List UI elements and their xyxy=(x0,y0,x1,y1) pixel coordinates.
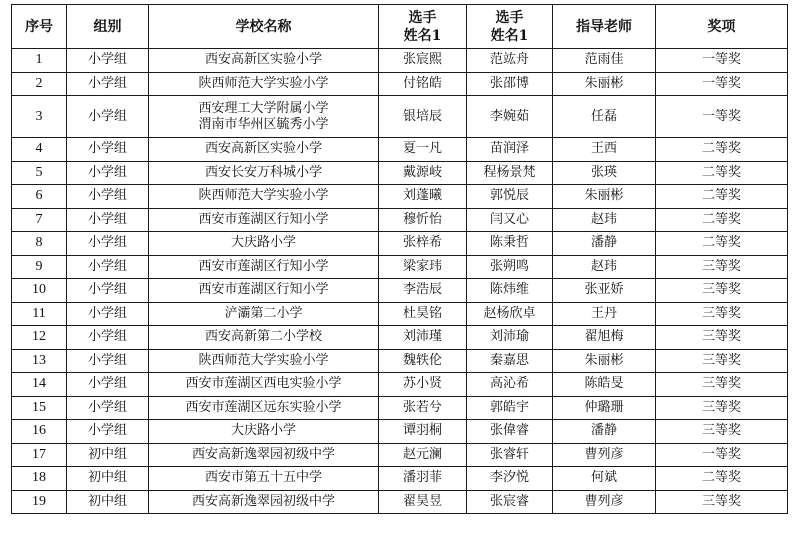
cell-group: 小学组 xyxy=(67,232,149,256)
cell-teacher: 范雨佳 xyxy=(553,49,656,73)
cell-teacher: 任磊 xyxy=(553,96,656,138)
cell-school xyxy=(149,208,379,232)
cell-group: 小学组 xyxy=(67,185,149,209)
table-row xyxy=(12,396,788,420)
header-award: 奖项 xyxy=(656,5,788,49)
cell-player2: 苗润泽 xyxy=(467,138,553,162)
cell-school xyxy=(149,490,379,514)
school-name: 西安高新第二小学校 xyxy=(204,329,322,345)
cell-no: 14 xyxy=(12,373,67,397)
school-name: 西安理工大学附属小学 xyxy=(198,100,329,116)
table-row xyxy=(12,373,788,397)
school-name: 西安高新逸翠园初级中学 xyxy=(191,493,335,509)
cell-no: 5 xyxy=(12,161,67,185)
cell-no: 12 xyxy=(12,326,67,350)
cell-teacher: 曹列彦 xyxy=(553,490,656,514)
cell-player2: 高沁希 xyxy=(467,373,553,397)
cell-award: 三等奖 xyxy=(656,326,788,350)
cell-group: 小学组 xyxy=(67,138,149,162)
cell-award: 三等奖 xyxy=(656,420,788,444)
award-results-table xyxy=(11,4,788,514)
cell-school xyxy=(149,349,379,373)
cell-no: 17 xyxy=(12,443,67,467)
table-row xyxy=(12,255,788,279)
cell-group: 初中组 xyxy=(67,467,149,491)
cell-player1: 戴源岐 xyxy=(379,161,467,185)
cell-group: 小学组 xyxy=(67,396,149,420)
cell-no: 8 xyxy=(12,232,67,256)
school-name: 西安市莲湖区远东实验小学 xyxy=(185,399,342,415)
header-school: 学校名称 xyxy=(149,5,379,49)
award-results-sheet xyxy=(11,4,788,514)
table-header xyxy=(12,5,788,49)
table-row xyxy=(12,161,788,185)
cell-player2: 李婉茹 xyxy=(467,96,553,138)
header-player1 xyxy=(379,5,467,49)
table-row xyxy=(12,490,788,514)
table-row xyxy=(12,326,788,350)
table-row xyxy=(12,232,788,256)
cell-player2: 郭皓宇 xyxy=(467,396,553,420)
cell-award: 二等奖 xyxy=(656,185,788,209)
cell-teacher: 张瑛 xyxy=(553,161,656,185)
cell-teacher: 王丹 xyxy=(553,302,656,326)
cell-award: 一等奖 xyxy=(656,96,788,138)
cell-teacher: 仲璐珊 xyxy=(553,396,656,420)
cell-player1: 银培辰 xyxy=(379,96,467,138)
cell-no: 9 xyxy=(12,255,67,279)
cell-teacher: 翟旭梅 xyxy=(553,326,656,350)
table-row xyxy=(12,420,788,444)
cell-player1: 苏小贤 xyxy=(379,373,467,397)
cell-no: 18 xyxy=(12,467,67,491)
cell-group: 小学组 xyxy=(67,49,149,73)
cell-school xyxy=(149,279,379,303)
cell-group: 小学组 xyxy=(67,161,149,185)
cell-teacher: 王西 xyxy=(553,138,656,162)
cell-player1: 穆忻怡 xyxy=(379,208,467,232)
cell-group: 小学组 xyxy=(67,255,149,279)
cell-award: 三等奖 xyxy=(656,490,788,514)
cell-player2: 秦嘉思 xyxy=(467,349,553,373)
cell-player2: 闫又心 xyxy=(467,208,553,232)
cell-school xyxy=(149,255,379,279)
cell-school xyxy=(149,326,379,350)
table-row xyxy=(12,302,788,326)
cell-group: 小学组 xyxy=(67,72,149,96)
cell-teacher: 潘静 xyxy=(553,232,656,256)
cell-player2: 程杨景梵 xyxy=(467,161,553,185)
cell-group: 小学组 xyxy=(67,373,149,397)
cell-player1: 梁家玮 xyxy=(379,255,467,279)
cell-no: 1 xyxy=(12,49,67,73)
cell-school xyxy=(149,161,379,185)
cell-school xyxy=(149,396,379,420)
school-name: 西安高新区实验小学 xyxy=(204,141,322,157)
school-name: 西安市第五十五中学 xyxy=(204,470,322,486)
school-name: 大庆路小学 xyxy=(230,423,296,439)
cell-award: 三等奖 xyxy=(656,373,788,397)
cell-player1: 刘蓬曦 xyxy=(379,185,467,209)
table-row xyxy=(12,279,788,303)
cell-school xyxy=(149,72,379,96)
cell-school xyxy=(149,138,379,162)
cell-player2: 李汐悦 xyxy=(467,467,553,491)
school-name: 陕西师范大学实验小学 xyxy=(198,188,329,204)
cell-group: 小学组 xyxy=(67,326,149,350)
cell-no: 2 xyxy=(12,72,67,96)
school-name: 大庆路小学 xyxy=(230,235,296,251)
cell-player2: 赵杨欣卓 xyxy=(467,302,553,326)
school-name: 陕西师范大学实验小学 xyxy=(198,75,329,91)
cell-no: 15 xyxy=(12,396,67,420)
cell-player2: 张偉睿 xyxy=(467,420,553,444)
cell-school xyxy=(149,232,379,256)
cell-no: 13 xyxy=(12,349,67,373)
cell-player1: 赵元澜 xyxy=(379,443,467,467)
header-player2-line1: 选手 xyxy=(495,9,524,26)
cell-school xyxy=(149,443,379,467)
cell-player1: 杜昊铭 xyxy=(379,302,467,326)
cell-award: 二等奖 xyxy=(656,232,788,256)
header-row xyxy=(12,5,788,49)
cell-award: 二等奖 xyxy=(656,161,788,185)
table-row xyxy=(12,443,788,467)
cell-school xyxy=(149,49,379,73)
cell-player2: 张朔鸣 xyxy=(467,255,553,279)
cell-player2: 范竑舟 xyxy=(467,49,553,73)
table-row xyxy=(12,49,788,73)
cell-player2: 陈炜维 xyxy=(467,279,553,303)
cell-school xyxy=(149,373,379,397)
cell-school xyxy=(149,302,379,326)
cell-no: 11 xyxy=(12,302,67,326)
school-name: 西安高新逸翠园初级中学 xyxy=(191,446,335,462)
header-no: 序号 xyxy=(12,5,67,49)
school-name: 西安市莲湖区西电实验小学 xyxy=(185,376,342,392)
cell-no: 3 xyxy=(12,96,67,138)
header-player1-line1: 选手 xyxy=(408,9,437,26)
table-row xyxy=(12,72,788,96)
cell-group: 小学组 xyxy=(67,420,149,444)
cell-player2: 张宸睿 xyxy=(467,490,553,514)
cell-no: 19 xyxy=(12,490,67,514)
school-name: 浐灞第二小学 xyxy=(224,305,303,321)
cell-player1: 潘羽菲 xyxy=(379,467,467,491)
table-row xyxy=(12,138,788,162)
cell-player2: 张邵博 xyxy=(467,72,553,96)
cell-teacher: 朱丽彬 xyxy=(553,185,656,209)
cell-award: 三等奖 xyxy=(656,279,788,303)
cell-no: 10 xyxy=(12,279,67,303)
school-name: 陕西师范大学实验小学 xyxy=(198,352,329,368)
cell-no: 7 xyxy=(12,208,67,232)
school-name: 西安高新区实验小学 xyxy=(204,52,322,68)
table-row xyxy=(12,349,788,373)
cell-no: 16 xyxy=(12,420,67,444)
cell-player1: 刘沛瑾 xyxy=(379,326,467,350)
cell-teacher: 曹列彦 xyxy=(553,443,656,467)
header-player1-line2: 姓名1 xyxy=(403,27,442,44)
school-name: 西安市莲湖区行知小学 xyxy=(198,211,329,227)
cell-group: 小学组 xyxy=(67,302,149,326)
cell-award: 三等奖 xyxy=(656,396,788,420)
cell-player1: 张宸熙 xyxy=(379,49,467,73)
cell-teacher: 张亚娇 xyxy=(553,279,656,303)
header-player2 xyxy=(467,5,553,49)
school-name: 西安长安万科城小学 xyxy=(204,164,322,180)
cell-award: 三等奖 xyxy=(656,255,788,279)
table-body xyxy=(12,49,788,514)
cell-teacher: 朱丽彬 xyxy=(553,349,656,373)
cell-player2: 郭悦辰 xyxy=(467,185,553,209)
cell-group: 小学组 xyxy=(67,279,149,303)
header-player2-line2: 姓名1 xyxy=(490,27,529,44)
cell-award: 二等奖 xyxy=(656,138,788,162)
cell-group: 初中组 xyxy=(67,443,149,467)
cell-group: 小学组 xyxy=(67,208,149,232)
cell-player1: 付铭皓 xyxy=(379,72,467,96)
cell-teacher: 赵玮 xyxy=(553,255,656,279)
cell-player1: 张梓希 xyxy=(379,232,467,256)
cell-player1: 李浩辰 xyxy=(379,279,467,303)
cell-award: 二等奖 xyxy=(656,467,788,491)
cell-school xyxy=(149,467,379,491)
cell-player1: 夏一凡 xyxy=(379,138,467,162)
cell-player1: 翟昊昱 xyxy=(379,490,467,514)
cell-school xyxy=(149,420,379,444)
cell-teacher: 赵玮 xyxy=(553,208,656,232)
cell-award: 二等奖 xyxy=(656,208,788,232)
header-teacher: 指导老师 xyxy=(553,5,656,49)
table-row xyxy=(12,185,788,209)
cell-award: 三等奖 xyxy=(656,302,788,326)
cell-school xyxy=(149,96,379,138)
cell-award: 一等奖 xyxy=(656,443,788,467)
school-name: 渭南市华州区毓秀小学 xyxy=(198,116,329,132)
school-name: 西安市莲湖区行知小学 xyxy=(198,258,329,274)
cell-award: 一等奖 xyxy=(656,72,788,96)
cell-no: 6 xyxy=(12,185,67,209)
cell-teacher: 潘静 xyxy=(553,420,656,444)
cell-player1: 魏轶伦 xyxy=(379,349,467,373)
cell-no: 4 xyxy=(12,138,67,162)
cell-teacher: 陈皓旻 xyxy=(553,373,656,397)
header-group: 组别 xyxy=(67,5,149,49)
cell-group: 小学组 xyxy=(67,96,149,138)
cell-player2: 张睿轩 xyxy=(467,443,553,467)
cell-player2: 陈秉哲 xyxy=(467,232,553,256)
school-name: 西安市莲湖区行知小学 xyxy=(198,282,329,298)
cell-player1: 张若兮 xyxy=(379,396,467,420)
cell-award: 三等奖 xyxy=(656,349,788,373)
cell-group: 小学组 xyxy=(67,349,149,373)
cell-player1: 谭羽桐 xyxy=(379,420,467,444)
cell-teacher: 朱丽彬 xyxy=(553,72,656,96)
table-row xyxy=(12,467,788,491)
table-row xyxy=(12,208,788,232)
cell-group: 初中组 xyxy=(67,490,149,514)
cell-award: 一等奖 xyxy=(656,49,788,73)
table-row xyxy=(12,96,788,138)
cell-teacher: 何斌 xyxy=(553,467,656,491)
cell-school xyxy=(149,185,379,209)
cell-player2: 刘沛瑜 xyxy=(467,326,553,350)
